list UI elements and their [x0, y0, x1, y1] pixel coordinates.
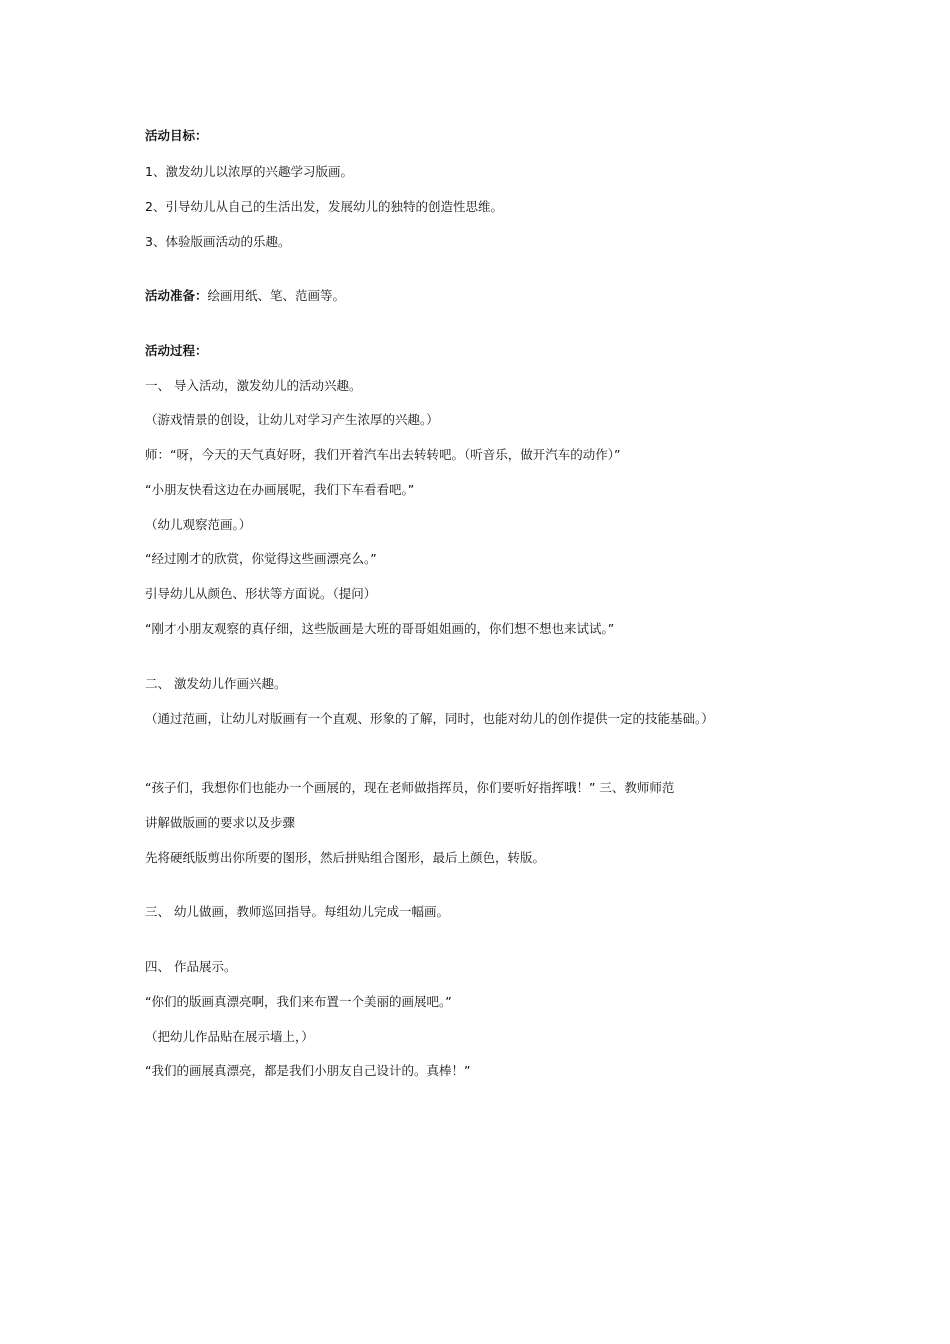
section1-line: （幼儿观察范画。） — [145, 517, 252, 532]
section2-line: “孩子们，我想你们也能办一个画展的，现在老师做指挥员，你们要听好指挥哦！” 三、教师师范 — [145, 780, 675, 795]
section4-line: “你们的版画真漂亮啊，我们来布置一个美丽的画展吧。” — [145, 994, 452, 1009]
section1-title: 一、 导入活动，激发幼儿的活动兴趣。 — [145, 378, 362, 393]
goals-heading: 活动目标： — [145, 128, 208, 143]
preparation-text: 绘画用纸、笔、范画等。 — [207, 288, 346, 303]
section1-line: “经过刚才的欣赏，你觉得这些画漂亮么。” — [145, 551, 377, 566]
section1-line: （游戏情景的创设，让幼儿对学习产生浓厚的兴趣。） — [145, 412, 439, 427]
section2-line: 先将硬纸版剪出你所要的图形，然后拼贴组合图形，最后上颜色，转版。 — [145, 850, 546, 865]
section1-line: 引导幼儿从颜色、形状等方面说。（提问） — [145, 586, 377, 601]
process-heading: 活动过程： — [145, 343, 208, 358]
goal-item-2: 2、引导幼儿从自己的生活出发，发展幼儿的独特的创造性思维。 — [145, 199, 503, 214]
section4-line: “我们的画展真漂亮，都是我们小朋友自己设计的。真棒！” — [145, 1063, 471, 1078]
section3-title: 三、 幼儿做画，教师巡回指导。每组幼儿完成一幅画。 — [145, 904, 449, 919]
goal-item-1: 1、激发幼儿以浓厚的兴趣学习版画。 — [145, 164, 353, 179]
section2-line: 讲解做版画的要求以及步骤 — [145, 815, 296, 830]
section2-title: 二、 激发幼儿作画兴趣。 — [145, 676, 287, 691]
section4-line: （把幼儿作品贴在展示墙上，） — [145, 1029, 314, 1044]
section1-line: 师：“呀，今天的天气真好呀，我们开着汽车出去转转吧。（听音乐，做开汽车的动作）” — [145, 447, 621, 462]
section4-title: 四、 作品展示。 — [145, 959, 237, 974]
preparation-label: 活动准备： — [145, 288, 208, 303]
section1-line: “刚才小朋友观察的真仔细，这些版画是大班的哥哥姐姐画的，你们想不想也来试试。” — [145, 621, 615, 636]
goal-item-3: 3、体验版画活动的乐趣。 — [145, 234, 291, 249]
section1-line: “小朋友快看这边在办画展呢，我们下车看看吧。” — [145, 482, 415, 497]
preparation-line — [145, 288, 345, 304]
section2-line: （通过范画，让幼儿对版画有一个直观、形象的了解，同时，也能对幼儿的创作提供一定的技能基础。） — [145, 711, 714, 726]
